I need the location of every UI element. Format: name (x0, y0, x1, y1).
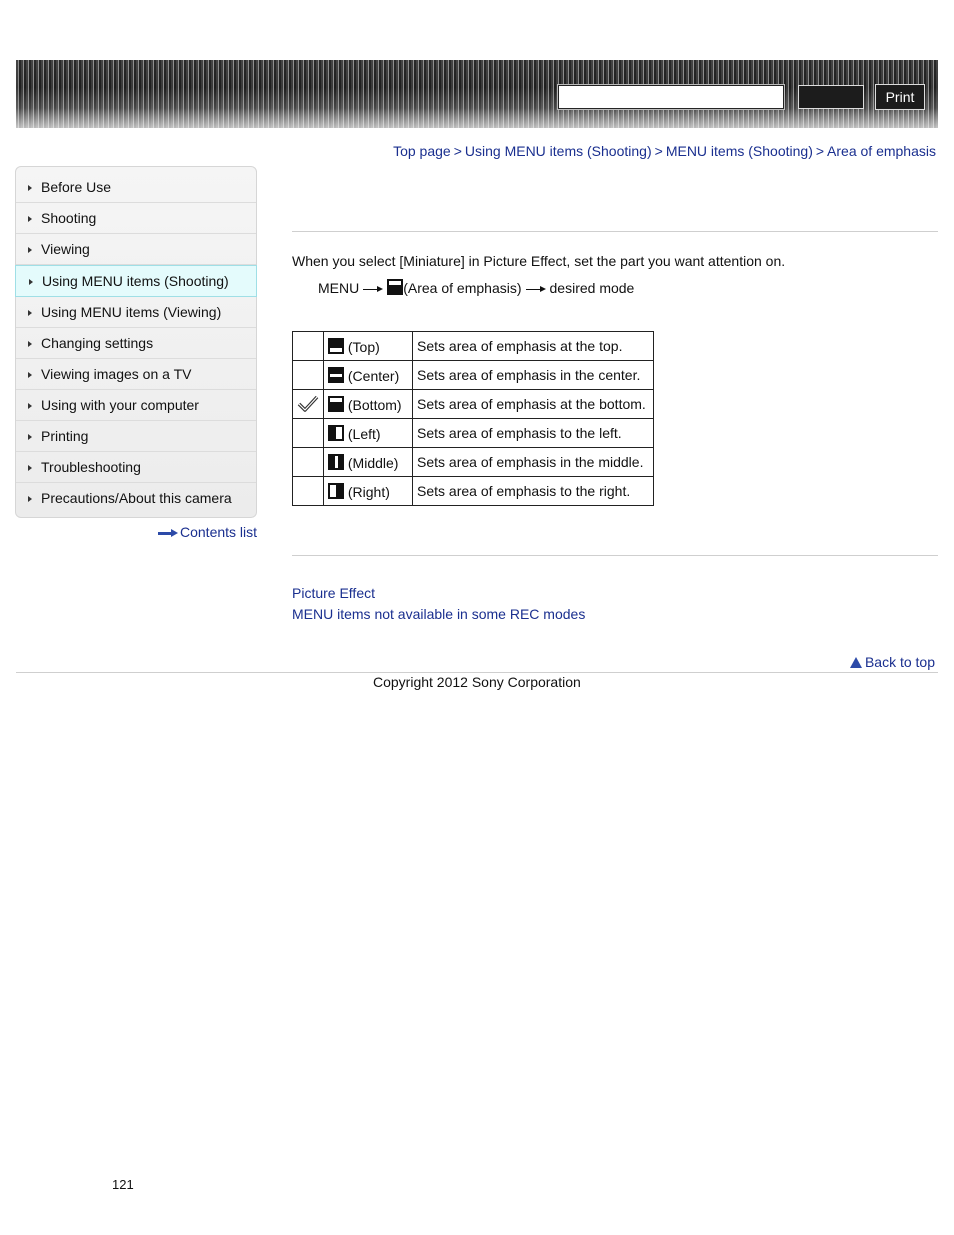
page-number: 121 (112, 1177, 134, 1192)
area-center-icon (328, 367, 344, 383)
sidebar-nav (15, 166, 257, 518)
mode-description: Sets area of emphasis at the bottom. (413, 390, 654, 419)
mode-description: Sets area of emphasis to the left. (413, 419, 654, 448)
area-right-icon (328, 483, 344, 499)
contents-list-link[interactable] (158, 524, 257, 540)
triangle-right-icon (28, 496, 32, 502)
mode-label: (Top) (347, 338, 380, 355)
back-to-top-label: Back to top (864, 654, 935, 670)
related-link-picture-effect[interactable]: Picture Effect (292, 585, 376, 601)
sidebar-item-label: Using with your computer (41, 397, 199, 413)
sidebar-item-label: Printing (41, 428, 89, 444)
divider (292, 231, 938, 232)
triangle-right-icon (28, 216, 32, 222)
mode-label: (Center) (347, 367, 400, 384)
triangle-right-icon (28, 247, 32, 253)
breadcrumb-area-of-emphasis[interactable]: Area of emphasis (827, 143, 936, 159)
breadcrumb-using-menu-shooting[interactable]: Using MENU items (Shooting) (464, 143, 652, 159)
triangle-right-icon (28, 465, 32, 471)
related-link-menu-items-not-available[interactable]: MENU items not available in some REC modes (292, 606, 586, 622)
sidebar-item-precautions[interactable] (16, 483, 256, 513)
area-of-emphasis-table (292, 331, 654, 506)
mode-cell (324, 448, 413, 477)
back-to-top-link[interactable] (850, 654, 935, 670)
triangle-right-icon (28, 434, 32, 440)
breadcrumb-separator: > (654, 143, 663, 159)
default-cell (293, 419, 324, 448)
mode-cell (324, 361, 413, 390)
area-middle-icon (328, 454, 344, 470)
sidebar-item-before-use[interactable] (16, 172, 256, 203)
footer-divider (16, 672, 938, 673)
menu-path-item: (Area of emphasis) (403, 280, 522, 296)
breadcrumb-menu-items-shooting[interactable]: MENU items (Shooting) (665, 143, 813, 159)
mode-cell (324, 477, 413, 506)
sidebar-item-label: Precautions/About this camera (41, 490, 232, 506)
mode-description: Sets area of emphasis in the center. (413, 361, 654, 390)
area-left-icon (328, 425, 344, 441)
triangle-right-icon (28, 403, 32, 409)
sidebar-item-printing[interactable] (16, 421, 256, 452)
arrow-right-icon (363, 285, 383, 293)
mode-label: (Left) (347, 425, 381, 442)
menu-path-menu: MENU (318, 280, 360, 296)
mode-cell (324, 419, 413, 448)
triangle-right-icon (29, 279, 33, 285)
triangle-up-icon (850, 657, 862, 668)
mode-label: (Middle) (347, 454, 399, 471)
triangle-right-icon (28, 185, 32, 191)
mode-cell (324, 332, 413, 361)
mode-description: Sets area of emphasis to the right. (413, 477, 654, 506)
default-cell (293, 390, 324, 419)
contents-list-label: Contents list (180, 524, 258, 540)
sidebar-item-label: Viewing images on a TV (41, 366, 192, 382)
sidebar-item-viewing[interactable] (16, 234, 256, 265)
breadcrumb (393, 143, 936, 159)
sidebar-item-label: Before Use (41, 179, 112, 195)
table-row (293, 419, 654, 448)
mode-label: (Bottom) (347, 396, 402, 413)
mode-label: (Right) (347, 483, 390, 500)
breadcrumb-top-page[interactable]: Top page (393, 143, 451, 159)
header-band (16, 60, 938, 128)
sidebar-item-label: Viewing (41, 241, 90, 257)
menu-path (318, 279, 634, 296)
default-check-icon (297, 395, 319, 413)
mode-description: Sets area of emphasis at the top. (413, 332, 654, 361)
triangle-right-icon (28, 341, 32, 347)
sidebar-item-label: Shooting (41, 210, 97, 226)
sidebar-item-troubleshooting[interactable] (16, 452, 256, 483)
sidebar-item-shooting[interactable] (16, 203, 256, 234)
arrow-right-icon (526, 285, 546, 293)
search-button[interactable] (798, 85, 864, 109)
intro-text: When you select [Miniature] in Picture Effect, set the part you want attention on. (292, 253, 786, 269)
table-row (293, 332, 654, 361)
area-top-icon (328, 338, 344, 354)
copyright-text: Copyright 2012 Sony Corporation (373, 674, 581, 690)
print-button[interactable]: Print (875, 84, 925, 110)
divider (292, 555, 938, 556)
sidebar-item-changing-settings[interactable] (16, 328, 256, 359)
triangle-right-icon (28, 372, 32, 378)
default-cell (293, 332, 324, 361)
sidebar-item-using-menu-shooting[interactable] (15, 265, 257, 297)
sidebar-item-label: Using MENU items (Shooting) (42, 273, 229, 289)
sidebar-item-using-menu-viewing[interactable] (16, 297, 256, 328)
triangle-right-icon (28, 310, 32, 316)
menu-path-end: desired mode (549, 280, 635, 296)
sidebar-item-label: Using MENU items (Viewing) (41, 304, 222, 320)
table-row (293, 477, 654, 506)
default-cell (293, 477, 324, 506)
mode-description: Sets area of emphasis in the middle. (413, 448, 654, 477)
search-input[interactable] (558, 85, 784, 109)
default-cell (293, 361, 324, 390)
default-cell (293, 448, 324, 477)
mode-cell (324, 390, 413, 419)
table-row (293, 448, 654, 477)
sidebar-item-viewing-on-tv[interactable] (16, 359, 256, 390)
sidebar-item-label: Changing settings (41, 335, 154, 351)
area-of-emphasis-icon (387, 279, 403, 295)
sidebar-item-using-with-computer[interactable] (16, 390, 256, 421)
breadcrumb-separator: > (815, 143, 825, 159)
table-row (293, 390, 654, 419)
table-row (293, 361, 654, 390)
sidebar-item-label: Troubleshooting (41, 459, 141, 475)
breadcrumb-separator: > (453, 143, 462, 159)
arrow-right-icon (158, 528, 178, 538)
area-bottom-icon (328, 396, 344, 412)
